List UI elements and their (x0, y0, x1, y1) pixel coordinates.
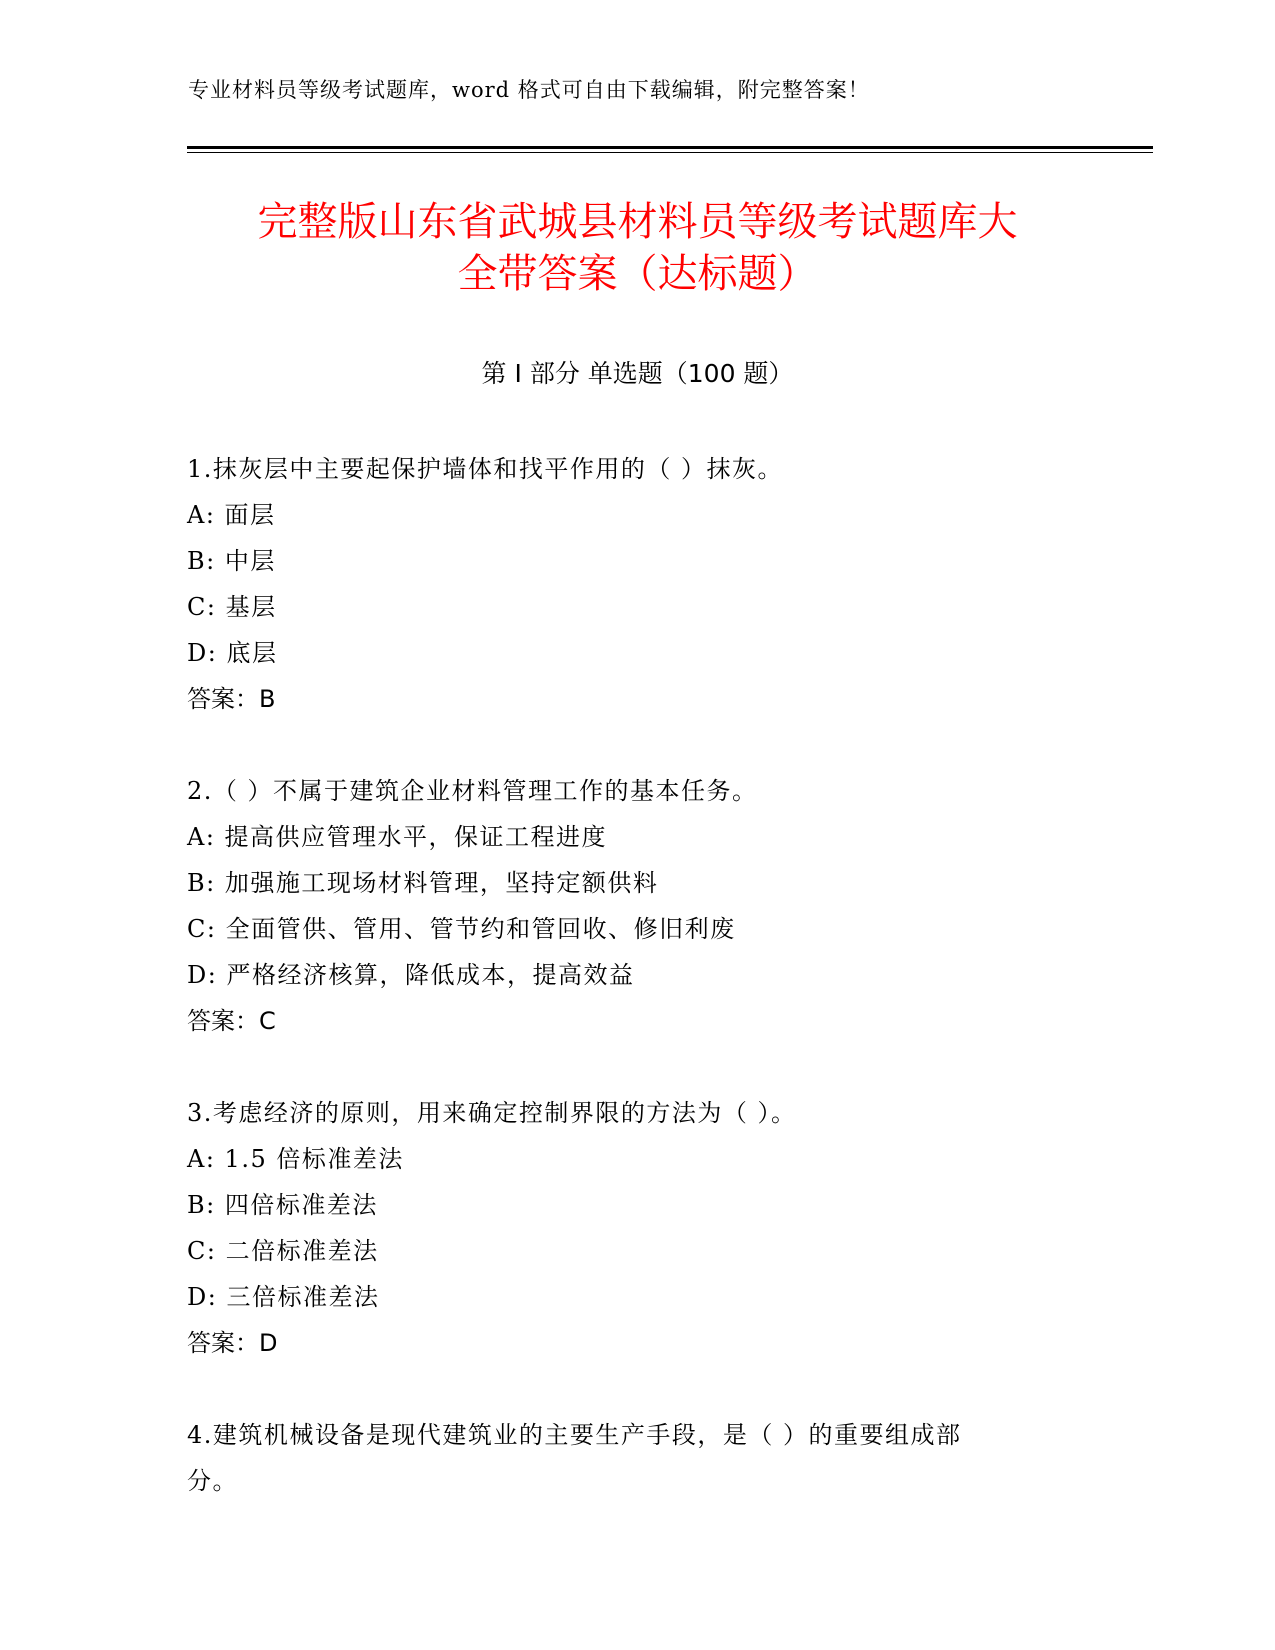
answer: 答案：D (187, 1329, 278, 1357)
document-title-line-2: 全带答案（达标题） (457, 251, 818, 297)
header-note: 专业材料员等级考试题库，word 格式可自由下载编辑，附完整答案！ (188, 78, 870, 102)
option-a: A: 1.5 倍标准差法 (187, 1145, 404, 1173)
option-c: C: 二倍标准差法 (187, 1237, 379, 1265)
option-d: D: 底层 (187, 639, 278, 667)
question-1 (187, 446, 1087, 722)
section-title: 第 I 部分 单选题（100 题） (481, 359, 794, 388)
header-rule-thin (187, 152, 1153, 153)
answer: 答案：B (187, 685, 276, 713)
option-b: B: 中层 (187, 547, 276, 575)
header-rule-thick (187, 146, 1153, 149)
question-3 (187, 1090, 1087, 1366)
option-d: D: 严格经济核算，降低成本，提高效益 (187, 961, 635, 989)
question-4 (187, 1412, 1087, 1504)
document-title-line-1: 完整版山东省武城县材料员等级考试题库大 (257, 199, 1018, 245)
document-title (170, 196, 1105, 300)
question-2 (187, 768, 1087, 1044)
option-d: D: 三倍标准差法 (187, 1283, 380, 1311)
question-stem: 2.（ ）不属于建筑企业材料管理工作的基本任务。 (187, 777, 758, 805)
option-a: A: 提高供应管理水平，保证工程进度 (187, 823, 608, 851)
question-stem-line-2: 分。 (187, 1467, 238, 1495)
question-stem: 3.考虑经济的原则，用来确定控制界限的方法为（ ）。 (187, 1099, 797, 1127)
option-c: C: 基层 (187, 593, 277, 621)
question-stem: 1.抹灰层中主要起保护墙体和找平作用的（ ）抹灰。 (187, 455, 784, 483)
question-stem-line-1: 4.建筑机械设备是现代建筑业的主要生产手段，是（ ）的重要组成部 (187, 1421, 962, 1449)
question-list (187, 446, 1087, 1550)
option-b: B: 四倍标准差法 (187, 1191, 378, 1219)
option-a: A: 面层 (187, 501, 276, 529)
option-c: C: 全面管供、管用、管节约和管回收、修旧利废 (187, 915, 736, 943)
answer: 答案：C (187, 1007, 276, 1035)
option-b: B: 加强施工现场材料管理，坚持定额供料 (187, 869, 659, 897)
